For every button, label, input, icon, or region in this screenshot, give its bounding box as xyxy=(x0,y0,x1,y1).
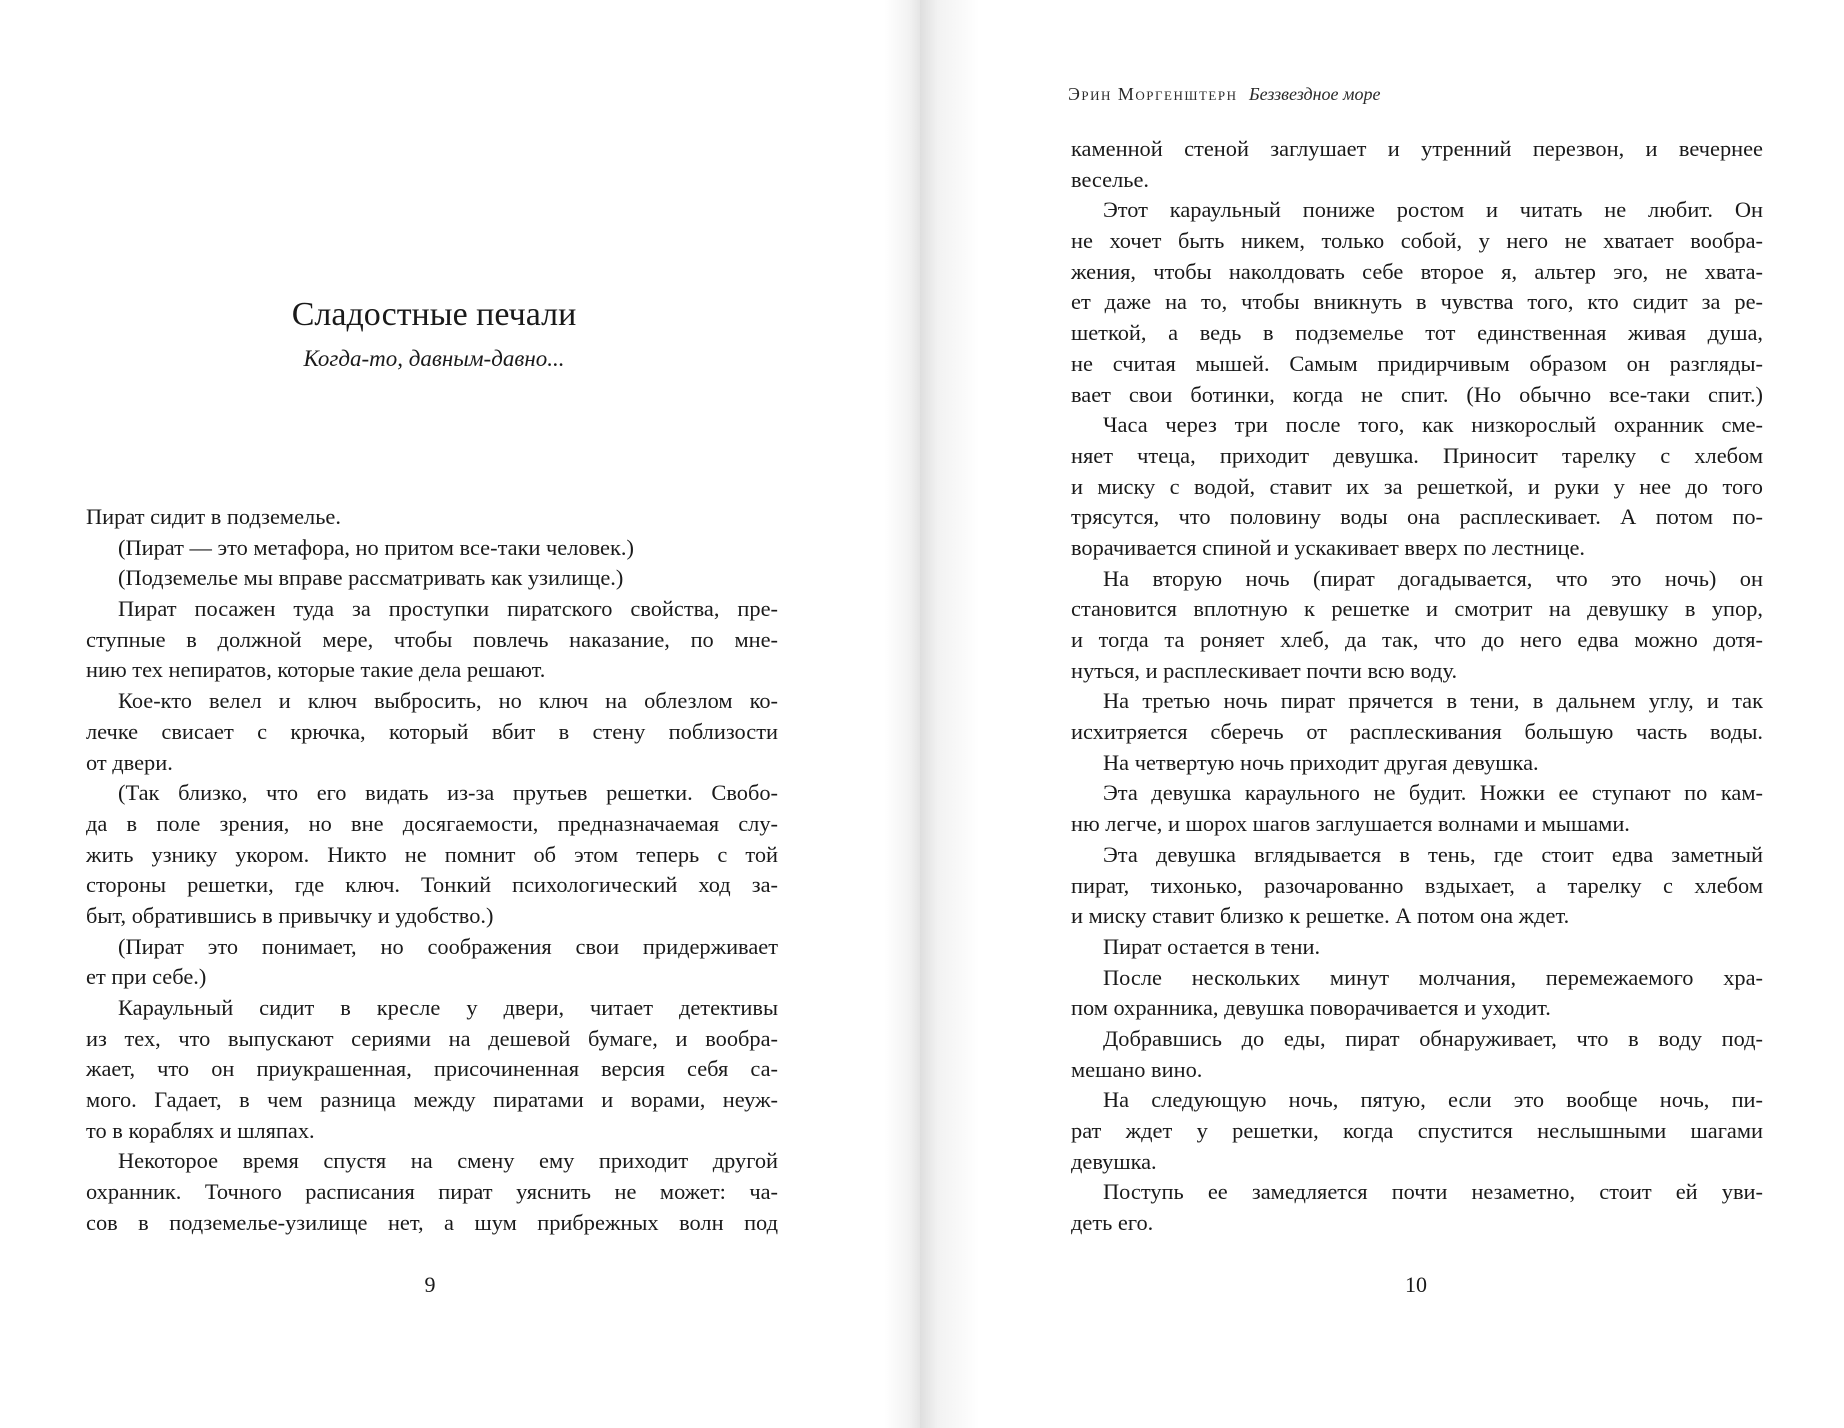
text-line: На четвертую ночь приходит другая девушка. xyxy=(1103,749,1539,775)
text-line: веселье. xyxy=(1071,166,1150,192)
text-line: деть его. xyxy=(1071,1210,1154,1236)
text-line: нию тех непиратов, которые такие дела решают. xyxy=(86,657,546,683)
chapter-subtitle: Когда-то, давным-давно... xyxy=(303,346,565,371)
text-line: и миску с водой, ставит их за решеткой, и руки у нее до того xyxy=(1071,473,1763,499)
text-line: жить узнику укором. Никто не помнит об этом теперь с той xyxy=(86,841,778,867)
text-line: становится вплотную к решетке и смотрит на девушку в упор, xyxy=(1071,596,1763,622)
running-head-author: Эрин Моргенштерн xyxy=(1068,84,1238,104)
text-line: трясутся, что половину воды она расплескивает. А потом по- xyxy=(1071,504,1763,530)
text-line: быт, обратившись в привычку и удобство.) xyxy=(86,902,494,928)
text-line: Пират посажен туда за проступки пиратского свойства, пре- xyxy=(118,596,778,622)
text-line: Пират сидит в подземелье. xyxy=(86,504,341,529)
text-line: из тех, что выпускают сериями на дешевой бумаге, и вообра- xyxy=(86,1025,778,1051)
page-number-right: 10 xyxy=(1405,1272,1427,1297)
text-line: няет чтеца, приходит девушка. Приносит тарелку с хлебом xyxy=(1071,442,1763,468)
text-line: ню легче, и шорох шагов заглушается волнами и мышами. xyxy=(1071,811,1630,837)
text-line: и тогда та роняет хлеб, да так, что до него едва можно дотя- xyxy=(1071,627,1763,652)
text-line: Добравшись до еды, пират обнаруживает, что в воду под- xyxy=(1103,1025,1763,1051)
text-line: вает свои ботинки, когда не спит. (Но обычно все-таки спит.) xyxy=(1071,381,1763,407)
text-line: сов в подземелье-узилище нет, а шум прибрежных волн под xyxy=(86,1209,778,1235)
text-line: ступные в должной мере, чтобы повлечь наказание, по мне- xyxy=(86,626,778,652)
text-line: ет даже на то, чтобы вникнуть в чувства того, кто сидит за ре- xyxy=(1071,289,1763,315)
text-line: На вторую ночь (пират догадывается, что это ночь) он xyxy=(1103,565,1763,591)
text-line: исхитряется сберечь от расплескивания большую часть воды. xyxy=(1071,719,1763,745)
gutter-shadow xyxy=(920,0,980,1428)
running-head xyxy=(1068,84,1588,105)
page-number-left: 9 xyxy=(424,1272,436,1297)
running-head-book-title: Беззвездное море xyxy=(1248,84,1381,104)
text-line: каменной стеной заглушает и утренний перезвон, и вечернее xyxy=(1071,136,1763,161)
text-line: Караульный сидит в кресле у двери, читает детективы xyxy=(118,995,778,1020)
chapter-title: Сладостные печали xyxy=(291,296,577,333)
right-page-body xyxy=(1071,134,1763,1239)
text-line: рат ждет у решетки, когда спустится неслышными шагами xyxy=(1071,1118,1763,1143)
text-line: ворачивается спиной и ускакивает вверх по лестнице. xyxy=(1071,534,1585,560)
text-line: пират, тихонько, разочарованно вздыхает, а тарелку с хлебом xyxy=(1071,872,1763,898)
text-line: охранник. Точного расписания пират уяснить не может: ча- xyxy=(86,1179,778,1205)
text-line: стороны решетки, где ключ. Тонкий психологический ход за- xyxy=(86,872,778,898)
text-line: да в поле зрения, но вне досягаемости, предназначаемая слу- xyxy=(86,810,778,836)
text-line: Часа через три после того, как низкорослый охранник сме- xyxy=(1103,412,1763,438)
text-line: девушка. xyxy=(1071,1148,1157,1174)
text-line: мого. Гадает, в чем разница между пиратами и ворами, неуж- xyxy=(86,1087,778,1113)
left-page-body xyxy=(86,502,778,1239)
text-line: На следующую ночь, пятую, если это вообще ночь, пи- xyxy=(1103,1087,1763,1113)
text-line: Этот караульный пониже ростом и читать не любит. Он xyxy=(1103,197,1763,223)
text-line: На третью ночь пират прячется в тени, в дальнем углу, и так xyxy=(1103,688,1763,714)
text-line: жает, что он приукрашенная, присочиненная версия себя са- xyxy=(86,1056,778,1082)
text-line: мешано вино. xyxy=(1071,1056,1203,1082)
text-line: Некоторое время спустя на смену ему приходит другой xyxy=(118,1148,778,1174)
text-line: Поступь ее замедляется почти незаметно, стоит ей уви- xyxy=(1103,1179,1763,1205)
text-line: жения, чтобы наколдовать себе второе я, альтер эго, не хвата- xyxy=(1071,258,1763,284)
text-line: от двери. xyxy=(86,749,173,775)
text-line: После нескольких минут молчания, перемежаемого хра- xyxy=(1103,964,1763,990)
text-line: Кое-кто велел и ключ выбросить, но ключ на облезлом ко- xyxy=(118,688,778,714)
text-line: шеткой, а ведь в подземелье тот единственная живая душа, xyxy=(1071,320,1763,346)
text-line: (Пират это понимает, но соображения свои придерживает xyxy=(118,933,778,959)
text-line: нуться, и расплескивает почти всю воду. xyxy=(1071,657,1458,683)
text-line: не считая мышей. Самым придирчивым образом он разгляды- xyxy=(1071,350,1763,376)
text-line: (Так близко, что его видать из-за прутьев решетки. Свобо- xyxy=(118,780,778,806)
text-line: пом охранника, девушка поворачивается и уходит. xyxy=(1071,995,1551,1021)
text-line: (Пират — это метафора, но притом все-таки человек.) xyxy=(118,534,634,560)
text-line: Пират остается в тени. xyxy=(1103,933,1321,959)
text-line: Эта девушка караульного не будит. Ножки ее ступают по кам- xyxy=(1103,780,1763,806)
text-line: лечке свисает с крючка, который вбит в стену поблизости xyxy=(86,718,778,744)
text-line: (Подземелье мы вправе рассматривать как узилище.) xyxy=(118,565,624,591)
text-line: то в кораблях и шляпах. xyxy=(86,1117,315,1143)
gutter-shadow xyxy=(884,0,920,1428)
text-line: и миску ставит близко к решетке. А потом она ждет. xyxy=(1071,903,1570,929)
text-line: Эта девушка вглядывается в тень, где стоит едва заметный xyxy=(1103,841,1763,867)
text-line: ет при себе.) xyxy=(86,964,207,990)
text-line: не хочет быть никем, только собой, у него не хватает вообра- xyxy=(1071,228,1763,254)
